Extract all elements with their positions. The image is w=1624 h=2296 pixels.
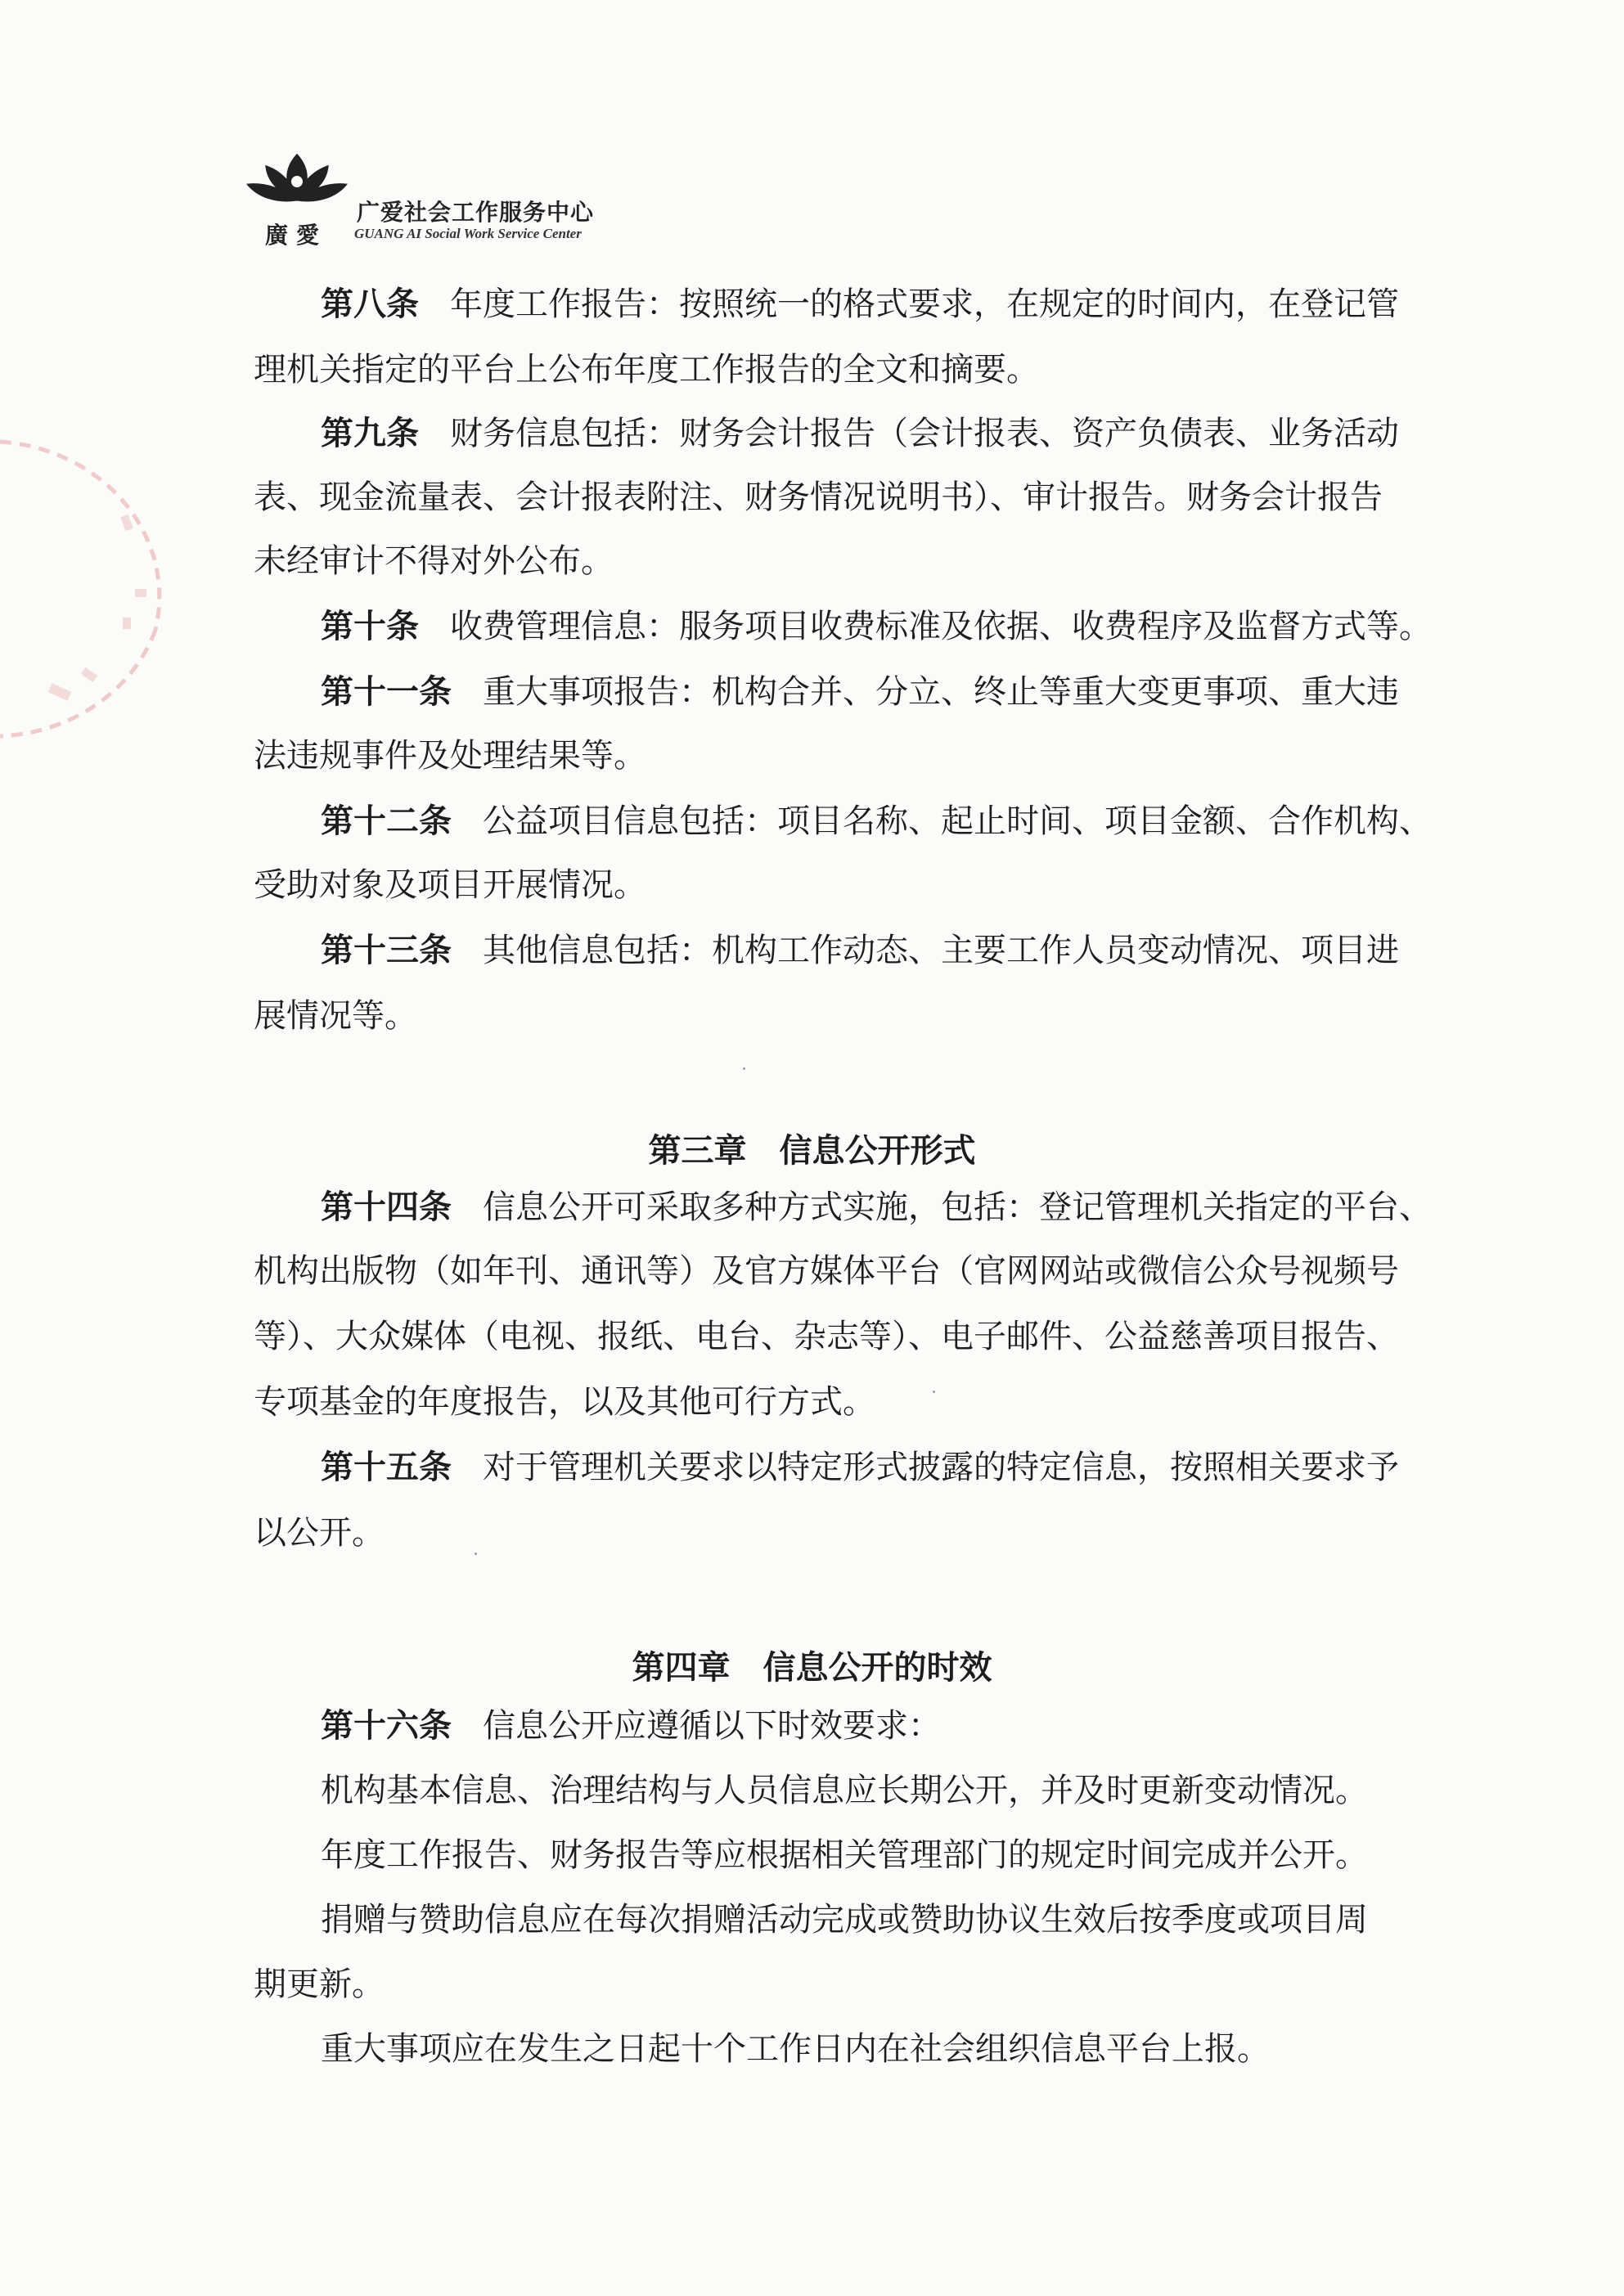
chapter-3-number: 第三章 — [648, 1132, 747, 1170]
article-11-line-2: 法违规事件及处理结果等。 — [254, 737, 646, 775]
chapter-4-title: 信息公开的时效 — [763, 1649, 992, 1687]
article-9-line-2: 表、现金流量表、会计报表附注、财务情况说明书）、审计报告。财务会计报告 — [254, 479, 1383, 516]
org-name-en: GUANG AI Social Work Service Center — [354, 226, 582, 241]
paragraph-3-line-1: 捐赠与赞助信息应在每次捐赠活动完成或赞助协议生效后按季度或项目周 — [321, 1901, 1368, 1939]
article-12-label: 第十二条 — [321, 802, 452, 840]
article-8-label: 第八条 — [321, 285, 419, 323]
article-14-line-3: 等）、大众媒体（电视、报纸、电台、杂志等）、电子邮件、公益慈善项目报告、 — [254, 1318, 1399, 1355]
scan-speck — [933, 1391, 935, 1393]
article-15-line-1 — [321, 1448, 1399, 1487]
article-8-text-1: 年度工作报告：按照统一的格式要求，在规定的时间内，在登记管 — [450, 285, 1399, 323]
article-13-label: 第十三条 — [321, 932, 452, 969]
article-14-line-1 — [321, 1188, 1432, 1227]
logo-mark-text: 廣愛 — [265, 222, 328, 249]
article-9-line-3: 未经审计不得对外公布。 — [254, 542, 614, 580]
chapter-4-heading — [0, 1642, 1624, 1688]
article-12-line-2: 受助对象及项目开展情况。 — [254, 866, 646, 904]
paragraph-2: 年度工作报告、财务报告等应根据相关管理部门的规定时间完成并公开。 — [321, 1836, 1368, 1874]
chapter-3-title: 信息公开形式 — [779, 1132, 976, 1170]
article-15-line-2: 以公开。 — [254, 1514, 385, 1552]
article-8-line-1 — [321, 285, 1399, 324]
article-9-line-1 — [321, 414, 1399, 453]
chapter-4-number: 第四章 — [632, 1649, 731, 1687]
article-10-label: 第十条 — [321, 608, 419, 645]
article-11-line-1 — [321, 672, 1399, 712]
article-13-line-1 — [321, 931, 1399, 970]
article-10-text-1: 收费管理信息：服务项目收费标准及依据、收费程序及监督方式等。 — [450, 608, 1432, 645]
paragraph-4: 重大事项应在发生之日起十个工作日内在社会组织信息平台上报。 — [321, 2030, 1270, 2068]
article-13-line-2: 展情况等。 — [254, 997, 417, 1035]
scan-speck — [743, 1067, 745, 1070]
article-14-label: 第十四条 — [321, 1188, 452, 1226]
org-logo — [244, 149, 620, 249]
article-11-text-1: 重大事项报告：机构合并、分立、终止等重大变更事项、重大违 — [483, 673, 1399, 711]
article-9-label: 第九条 — [321, 415, 419, 452]
article-11-label: 第十一条 — [321, 673, 452, 711]
red-seal-stamp-icon — [0, 425, 205, 753]
chapter-3-heading — [0, 1125, 1624, 1171]
article-14-line-2: 机构出版物（如年刊、通讯等）及官方媒体平台（官网网站或微信公众号视频号 — [254, 1252, 1399, 1290]
paragraph-3-line-2: 期更新。 — [254, 1966, 385, 2003]
article-13-text-1: 其他信息包括：机构工作动态、主要工作人员变动情况、项目进 — [483, 932, 1399, 969]
org-name-cn: 广爱社会工作服务中心 — [357, 199, 595, 226]
article-12-text-1: 公益项目信息包括：项目名称、起止时间、项目金额、合作机构、 — [483, 802, 1432, 840]
article-16-line-1 — [321, 1706, 941, 1746]
scan-speck — [475, 1552, 477, 1555]
paragraph-1: 机构基本信息、治理结构与人员信息应长期公开，并及时更新变动情况。 — [321, 1772, 1368, 1809]
article-15-label: 第十五条 — [321, 1449, 452, 1486]
article-14-text-1: 信息公开可采取多种方式实施，包括：登记管理机关指定的平台、 — [483, 1188, 1432, 1226]
article-15-text-1: 对于管理机关要求以特定形式披露的特定信息，按照相关要求予 — [483, 1449, 1399, 1486]
article-10-line-1 — [321, 607, 1432, 646]
article-14-line-4: 专项基金的年度报告，以及其他可行方式。 — [254, 1383, 875, 1421]
lotus-icon — [244, 149, 350, 222]
article-9-text-1: 财务信息包括：财务会计报告（会计报表、资产负债表、业务活动 — [450, 415, 1399, 452]
article-16-text-1: 信息公开应遵循以下时效要求： — [483, 1707, 941, 1745]
article-16-label: 第十六条 — [321, 1707, 452, 1745]
article-8-line-2: 理机关指定的平台上公布年度工作报告的全文和摘要。 — [254, 351, 1039, 389]
article-12-line-1 — [321, 802, 1432, 841]
